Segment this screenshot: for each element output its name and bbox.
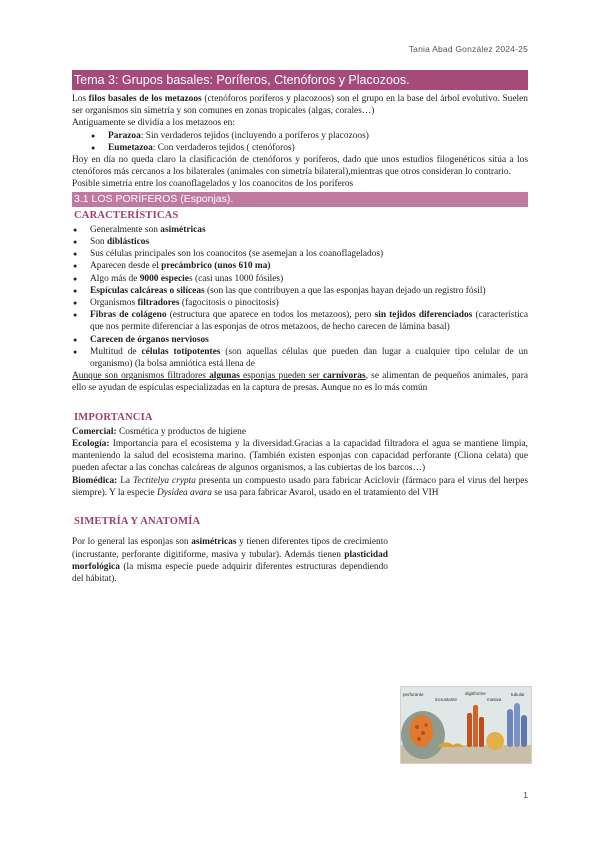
importancia-heading: IMPORTANCIA <box>74 411 153 423</box>
section-title: 3.1 LOS PORÍFEROS (Esponjas). <box>72 192 528 207</box>
aunque-paragraph: Aunque son organismos filtradores algunas esponjas pueden ser carnívoras, se alimentan de pequeños animales, para ello se ayudan de espículas especializadas en la captura de presas. Aunque no es lo más común <box>72 371 529 394</box>
list-item: ● Son diblásticos <box>90 236 528 248</box>
list-item: ● Algo más de 9000 especies (casi unas 1000 fósiles) <box>90 273 528 285</box>
intro-paragraph-2: Antiguamente se dividía a los metazoos en: <box>72 118 235 129</box>
caracteristicas-list <box>72 224 528 370</box>
list-item: ● Parazoa: Sin verdaderos tejidos (incluyendo a poríferos y placozoos) <box>108 130 528 142</box>
list-item: ● Eumetazoa: Con verdaderos tejidos ( ctenóforos) <box>108 142 528 154</box>
list-item: ● Espículas calcáreas o silíceas (son las que contribuyen a que las esponjas hayan dejado un registro fósil) <box>90 285 528 297</box>
simetria-heading: SIMETRÍA Y ANATOMÍA <box>74 516 201 528</box>
biomedica-paragraph: Biomédica: La Tectitelya crypta presenta un compuesto usado para fabricar Aciclovir (fármaco para el virus del herpes siempre). Y la especie Dysidea avara se usa para fabricar Avarol, usado en el tratamiento del VIH <box>72 475 528 498</box>
sponge-illustration <box>401 687 531 763</box>
intro-paragraph-3: Hoy en día no queda claro la clasificación de ctenóforos y poríferos, dado que unos estudios filogenéticos sitúa a los ctenóforos más cercanos a los bilaterales (animales con simetría bilateral),mientras que otros consideran lo contrario. <box>72 155 528 178</box>
figure-label: tubular <box>511 692 525 697</box>
caracteristicas-heading: CARACTERÍSTICAS <box>74 209 179 221</box>
header-author: Tania Abad González 2024-25 <box>408 44 528 54</box>
figure-label: masiva <box>487 697 502 702</box>
sponge-growth-figure <box>400 686 532 764</box>
page-content <box>72 70 528 585</box>
figure-label: digitiforme <box>465 691 486 696</box>
page-number: 1 <box>523 790 528 800</box>
list-item: ● Generalmente son asimétricas <box>90 224 528 236</box>
page-title: Tema 3: Grupos basales: Poríferos, Ctenóforos y Placozoos. <box>72 70 528 90</box>
list-item: ● Organismos filtradores (fagocitosis o pinocitosis) <box>90 297 528 309</box>
comercial-paragraph: Comercial: Cosmética y productos de higiene <box>72 426 247 437</box>
metazoa-list <box>72 130 528 154</box>
intro-paragraph-4: Posible simetría entre los coanoflagelados y los coanocitos de los poríferos <box>72 179 354 190</box>
ecologia-paragraph: Ecología: Importancia para el ecosistema y la diversidad.Gracias a la capacidad filtradora el agua se mantiene limpia, manteniendo la salud del ecosistema marino. (También existen esponjas con capacidad perforante (Cliona celata) que pueden afectar a las conchas calcáreas de algunos organismos, a las cubiertas de los barcos…) <box>72 439 528 474</box>
list-item: ● Sus células principales son los coanocitos (se asemejan a los coanoflagelados) <box>90 248 528 260</box>
list-item: ● Carecen de órganos nerviosos <box>90 334 528 346</box>
figure-label: perforante <box>403 692 424 697</box>
list-item: ● Multitud de células totipotentes (son aquellas células que pueden dan lugar a cualquier tipo celular de un organismo) (la bolsa amniótica está llena de <box>90 346 528 370</box>
figure-label: incrustante <box>435 697 458 702</box>
list-item: ● Fibras de colágeno (estructura que aparece en todos los metazoos), pero sin tejidos diferenciados (característica que nos permite diferenciar a las esponjas de otros metazoos, de hecho carecen de lámina basal) <box>90 309 528 333</box>
simetria-paragraph: Por lo general las esponjas son asimétricas y tienen diferentes tipos de crecimiento (incrustante, perforante digitiforme, masiva y tubular). Además tienen plasticidad morfológica (la misma especie puede adquirir diferentes estructuras dependiendo del hábitat). <box>72 537 388 584</box>
list-item: ● Aparecen desde el precámbrico (unos 610 ma) <box>90 260 528 272</box>
intro-paragraph: Los filos basales de los metazoos (ctenóforos poríferos y placozoos) son el grupo en la base del árbol evolutivo. Suelen ser organismos sin simetría y son comunes en zonas tropicales (algas, corales…) <box>72 94 528 117</box>
